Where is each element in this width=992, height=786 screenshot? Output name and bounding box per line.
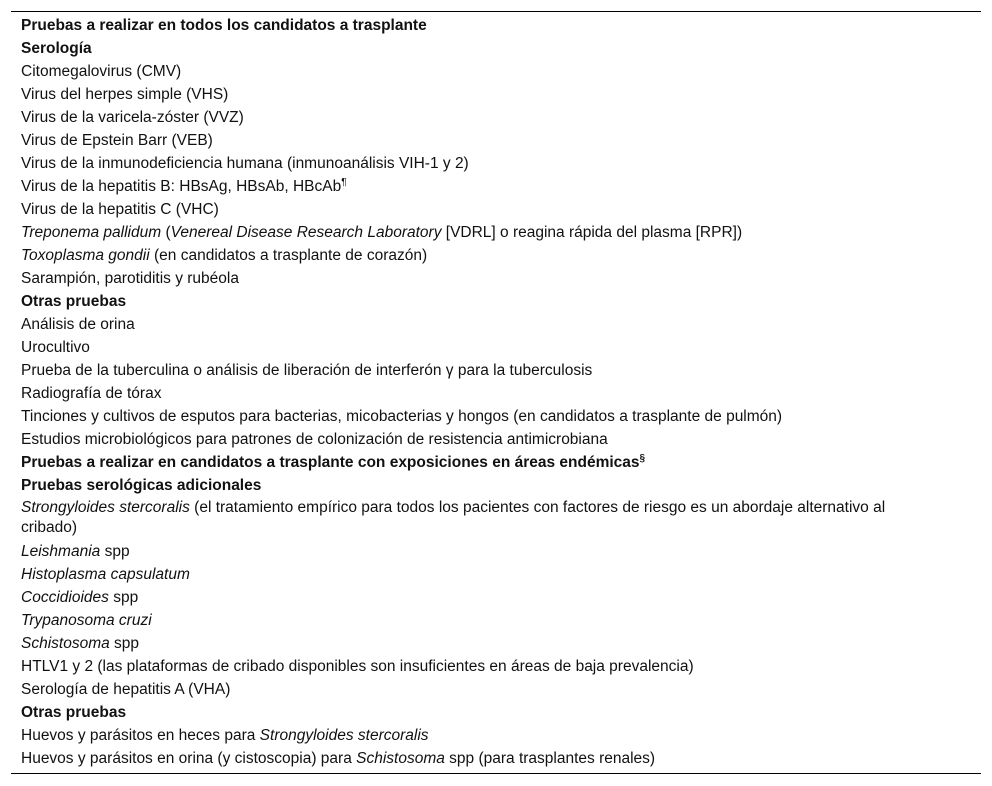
table-row [11, 678, 981, 701]
row-text: ( [161, 224, 171, 241]
row-text: spp [109, 635, 140, 652]
row-text: Urocultivo [21, 339, 90, 356]
table-row [11, 198, 981, 221]
row-text: Leishmania [21, 543, 101, 560]
table-row [11, 563, 981, 586]
table-row [11, 724, 981, 747]
table-row [11, 336, 981, 359]
section-heading [11, 37, 981, 60]
table-row [11, 83, 981, 106]
table-row [11, 152, 981, 175]
row-text: Estudios microbiológicos para patrones de colonización de resistencia antimicrobiana [21, 431, 608, 448]
table-row [11, 129, 981, 152]
row-text: Coccidioides [21, 589, 109, 606]
row-text: Prueba de la tuberculina o análisis de liberación de interferón γ para la tuberculosis [21, 362, 593, 379]
table-row [11, 267, 981, 290]
table-row [11, 586, 981, 609]
row-text: Strongyloides stercoralis [21, 499, 190, 516]
section-heading [11, 14, 981, 37]
row-text: Virus de la hepatitis B: HBsAg, HBsAb, HBcAb [21, 178, 342, 195]
row-text: spp [100, 543, 130, 560]
row-text: Serología de hepatitis A (VHA) [21, 681, 231, 698]
row-text: HTLV1 y 2 (las plataformas de cribado disponibles son insuficientes en áreas de baja prevalencia) [21, 658, 694, 675]
row-text: Serología [21, 40, 92, 57]
row-text: Trypanosoma cruzi [21, 612, 152, 629]
row-text: Pruebas a realizar en candidatos a trasplante con exposiciones en áreas endémicas [21, 454, 640, 471]
footnote-marker: ¶ [341, 177, 347, 188]
table-row [11, 106, 981, 129]
table-row [11, 632, 981, 655]
row-text: Venereal Disease Research Laboratory [170, 224, 442, 241]
table-row [11, 747, 981, 770]
table-row [11, 60, 981, 83]
row-text: Virus de la hepatitis C (VHC) [21, 201, 219, 218]
row-text: Virus del herpes simple (VHS) [21, 86, 229, 103]
table-row [11, 382, 981, 405]
table-row [11, 405, 981, 428]
row-text: (en candidatos a trasplante de corazón) [149, 247, 428, 264]
table-row [11, 497, 981, 540]
row-text: Histoplasma capsulatum [21, 566, 190, 583]
footnote-marker: § [639, 453, 646, 464]
table-row [11, 540, 981, 563]
row-text: Schistosoma [356, 750, 445, 767]
row-text: Otras pruebas [21, 293, 127, 310]
row-text: spp [108, 589, 139, 606]
row-text: Citomegalovirus (CMV) [21, 63, 182, 80]
row-text: [VDRL] o reagina rápida del plasma [RPR]) [441, 224, 743, 241]
table-row [11, 655, 981, 678]
table-row [11, 313, 981, 336]
table-row [11, 244, 981, 267]
row-text: Schistosoma [21, 635, 110, 652]
row-text: Toxoplasma gondii [21, 247, 150, 264]
screening-table [11, 11, 981, 774]
row-text: Sarampión, parotiditis y rubéola [21, 270, 239, 287]
row-text: (el tratamiento empírico para todos los pacientes con factores de riesgo es un abordaje alternativo al cribado) [21, 499, 886, 536]
section-heading [11, 474, 981, 497]
row-text: Radiografía de tórax [21, 385, 162, 402]
table-row [11, 175, 981, 198]
table-row [11, 221, 981, 244]
row-text: Virus de la varicela-zóster (VVZ) [21, 109, 244, 126]
row-text: Análisis de orina [21, 316, 135, 333]
row-text: Virus de Epstein Barr (VEB) [21, 132, 213, 149]
section-heading [11, 451, 981, 474]
row-text: Otras pruebas [21, 704, 127, 721]
table-row [11, 359, 981, 382]
row-text: spp (para trasplantes renales) [444, 750, 656, 767]
section-heading [11, 701, 981, 724]
section-heading [11, 290, 981, 313]
row-text: Tinciones y cultivos de esputos para bacterias, micobacterias y hongos (en candidatos a trasplante de pulmón) [21, 408, 783, 425]
table-row [11, 609, 981, 632]
table-row [11, 428, 981, 451]
row-text: Huevos y parásitos en orina (y cistoscopia) para [21, 750, 357, 767]
row-text: Pruebas serológicas adicionales [21, 477, 262, 494]
row-text: Huevos y parásitos en heces para [21, 727, 260, 744]
row-text: Virus de la inmunodeficiencia humana (inmunoanálisis VIH-1 y 2) [21, 155, 469, 172]
row-text: Pruebas a realizar en todos los candidatos a trasplante [21, 17, 427, 34]
row-text: Treponema pallidum [21, 224, 162, 241]
row-text: Strongyloides stercoralis [259, 727, 429, 744]
